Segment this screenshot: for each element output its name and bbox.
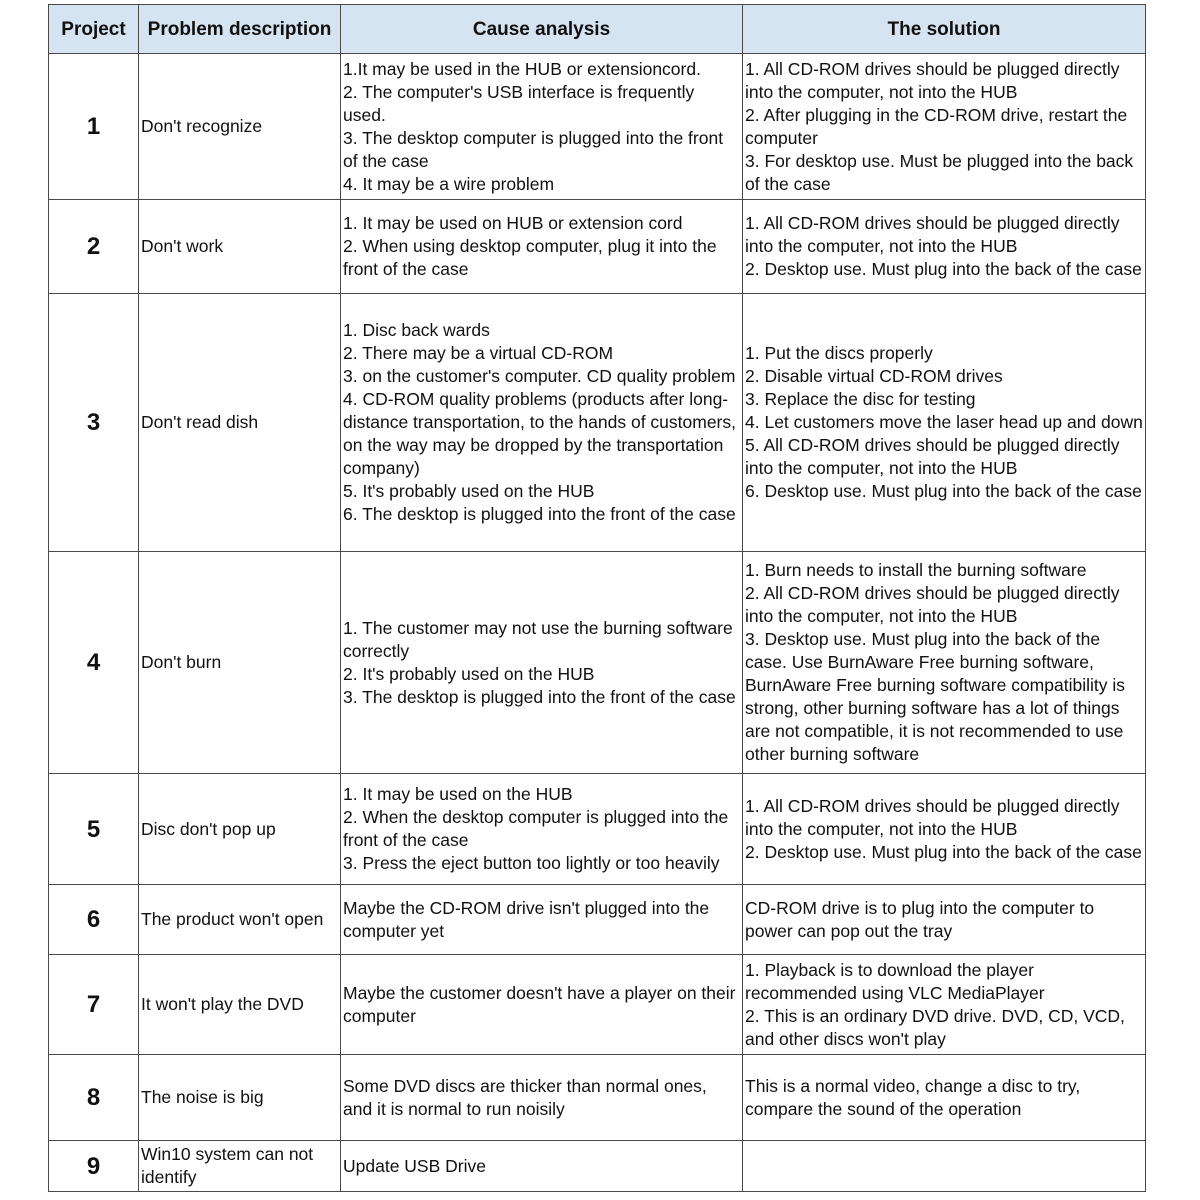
cause-analysis-cell: [341, 1141, 743, 1192]
cause-line: 6. The desktop is plugged into the front of the case: [343, 504, 736, 524]
problem-description: It won't play the DVD: [139, 955, 341, 1055]
solution-line: 6. Desktop use. Must plug into the back of the case: [745, 481, 1142, 501]
cause-line: 1. It may be used on the HUB: [343, 784, 573, 804]
cause-analysis-cell: [341, 885, 743, 955]
project-number: 6: [49, 885, 139, 955]
table-row: [49, 294, 1146, 552]
solution-cell: [743, 1055, 1146, 1141]
table-row: [49, 552, 1146, 774]
solution-line: 2. Desktop use. Must plug into the back of the case: [745, 841, 1142, 862]
cause-line: 2. When the desktop computer is plugged into the front of the case: [343, 807, 729, 850]
cause-line: 2. There may be a virtual CD-ROM: [343, 343, 614, 363]
solution-cell: [743, 885, 1146, 955]
project-number: 2: [49, 200, 139, 294]
cause-line: 3. The desktop is plugged into the front of the case: [343, 686, 736, 707]
cause-line: 4. CD-ROM quality problems (products after long-distance transportation, to the hands of customers, on the way may be dropped by the transportation company): [343, 389, 736, 478]
solution-line: 1. Put the discs properly: [745, 343, 933, 363]
solution-line: 2. After plugging in the CD-ROM drive, restart the computer: [745, 104, 1128, 148]
table-row: [49, 955, 1146, 1055]
table-row: [49, 54, 1146, 200]
cause-line: 1.It may be used in the HUB or extensioncord.: [343, 58, 701, 79]
cause-analysis-cell: [341, 1055, 743, 1141]
cause-line: 4. It may be a wire problem: [343, 173, 555, 194]
solution-line: 2. Desktop use. Must plug into the back of the case: [745, 259, 1142, 279]
troubleshooting-table: [48, 4, 1146, 1192]
cause-line: 2. The computer's USB interface is frequently used.: [343, 81, 695, 125]
solution-line: CD-ROM drive is to plug into the computer to power can pop out the tray: [745, 897, 1095, 941]
solution-line: 2. This is an ordinary DVD drive. DVD, CD, VCD, and other discs won't play: [745, 1005, 1125, 1049]
cause-line: Update USB Drive: [343, 1155, 486, 1176]
solution-cell: [743, 1141, 1146, 1192]
solution-line: 3. Desktop use. Must plug into the back of the case. Use BurnAware Free burning software, BurnAware Free burning software compatibility is strong, other burning software has a lot of things are not compatible, it is not recommended to use other burning software: [745, 629, 1125, 764]
problem-description: Don't burn: [139, 552, 341, 774]
cause-analysis-cell: [341, 955, 743, 1055]
solution-line: 2. Disable virtual CD-ROM drives: [745, 366, 1003, 386]
cause-analysis-cell: [341, 294, 743, 552]
cause-line: Some DVD discs are thicker than normal ones, and it is normal to run noisily: [343, 1075, 707, 1119]
problem-description: Don't read dish: [139, 294, 341, 552]
cause-line: 1. It may be used on HUB or extension cord: [343, 213, 683, 233]
cause-line: 1. The customer may not use the burning software correctly: [343, 617, 733, 661]
table-row: [49, 774, 1146, 885]
cause-line: 3. on the customer's computer. CD quality problem: [343, 366, 736, 386]
problem-description: The noise is big: [139, 1055, 341, 1141]
cause-analysis-cell: [341, 552, 743, 774]
solution-cell: [743, 200, 1146, 294]
header-solution: The solution: [743, 5, 1146, 54]
project-number: 5: [49, 774, 139, 885]
cause-line: 1. Disc back wards: [343, 320, 490, 340]
cause-line: 3. The desktop computer is plugged into the front of the case: [343, 127, 724, 171]
table-row: [49, 885, 1146, 955]
cause-analysis-cell: [341, 54, 743, 200]
solution-line: 5. All CD-ROM drives should be plugged directly into the computer, not into the HUB: [745, 435, 1120, 478]
solution-line: 1. All CD-ROM drives should be plugged directly into the computer, not into the HUB: [745, 213, 1120, 256]
header-row: [49, 5, 1146, 54]
solution-line: 1. Burn needs to install the burning software: [745, 560, 1087, 580]
project-number: 3: [49, 294, 139, 552]
project-number: 7: [49, 955, 139, 1055]
header-problem: Problem description: [139, 5, 341, 54]
problem-description: Win10 system can not identify: [139, 1141, 341, 1192]
cause-line: Maybe the CD-ROM drive isn't plugged into the computer yet: [343, 897, 710, 941]
header-project: Project: [49, 5, 139, 54]
project-number: 9: [49, 1141, 139, 1192]
cause-analysis-cell: [341, 200, 743, 294]
project-number: 4: [49, 552, 139, 774]
problem-description: Don't work: [139, 200, 341, 294]
project-number: 1: [49, 54, 139, 200]
cause-line: 5. It's probably used on the HUB: [343, 481, 595, 501]
project-number: 8: [49, 1055, 139, 1141]
table-row: [49, 1055, 1146, 1141]
solution-line: 2. All CD-ROM drives should be plugged directly into the computer, not into the HUB: [745, 583, 1120, 626]
solution-cell: [743, 54, 1146, 200]
problem-description: The product won't open: [139, 885, 341, 955]
solution-line: 3. For desktop use. Must be plugged into the back of the case: [745, 150, 1134, 194]
cause-analysis-cell: [341, 774, 743, 885]
solution-line: 1. All CD-ROM drives should be plugged directly into the computer, not into the HUB: [745, 795, 1120, 839]
solution-cell: [743, 774, 1146, 885]
solution-cell: [743, 955, 1146, 1055]
solution-line: This is a normal video, change a disc to try, compare the sound of the operation: [745, 1075, 1081, 1119]
solution-line: 1. All CD-ROM drives should be plugged directly into the computer, not into the HUB: [745, 58, 1120, 102]
table-body: [49, 54, 1146, 1192]
cause-line: 2. It's probably used on the HUB: [343, 663, 595, 684]
cause-line: 3. Press the eject button too lightly or too heavily: [343, 853, 720, 873]
solution-line: 3. Replace the disc for testing: [745, 389, 976, 409]
solution-cell: [743, 552, 1146, 774]
cause-line: Maybe the customer doesn't have a player on their computer: [343, 982, 736, 1026]
cause-line: 2. When using desktop computer, plug it into the front of the case: [343, 236, 717, 279]
solution-cell: [743, 294, 1146, 552]
solution-line: 4. Let customers move the laser head up and down: [745, 412, 1143, 432]
table-row: [49, 1141, 1146, 1192]
header-cause: Cause analysis: [341, 5, 743, 54]
problem-description: Disc don't pop up: [139, 774, 341, 885]
table-row: [49, 200, 1146, 294]
problem-description: Don't recognize: [139, 54, 341, 200]
solution-line: 1. Playback is to download the player recommended using VLC MediaPlayer: [745, 959, 1045, 1003]
